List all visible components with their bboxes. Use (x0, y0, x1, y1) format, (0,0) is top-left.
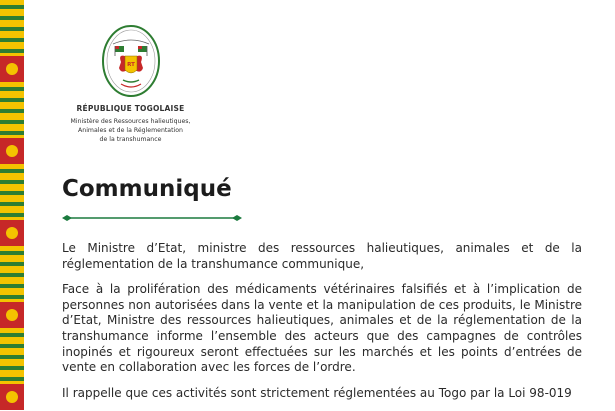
decorative-border (0, 0, 24, 410)
seal-initials: RT (127, 62, 135, 68)
border-band (0, 164, 24, 246)
border-band (0, 246, 24, 328)
document-title: Communiqué (62, 176, 232, 202)
ministry-line: de la transhumance (99, 136, 162, 143)
document-body (62, 241, 582, 411)
letterhead (58, 104, 203, 144)
border-band (0, 328, 24, 410)
ministry-line: Animales et de la Réglementation (78, 127, 183, 134)
paragraph: Face à la prolifération des médicaments vétérinaires falsifiés et à l’implication de personnes non autorisées dans la vente et la manipulation de ces produits, le Ministre d’Etat, Ministre des ressources halieutiques, animales et de la réglementation de la transhumance informe l’ensemble des acteurs que des campagnes de contrôles inopinés et rigoureux seront effectuées sur les marchés et les points d’entrées de vente en collaboration avec les forces de l’ordre. (62, 282, 582, 375)
border-band (0, 82, 24, 164)
ministry-name (58, 117, 203, 144)
ministry-line: Ministère des Ressources halieutiques, (70, 118, 191, 125)
border-band (0, 0, 24, 82)
title-divider (62, 214, 242, 222)
coat-of-arms-icon (101, 24, 161, 98)
country-name: RÉPUBLIQUE TOGOLAISE (76, 104, 185, 113)
paragraph: Le Ministre d’Etat, ministre des ressources halieutiques, animales et de la réglementation de la transhumance communique, (62, 241, 582, 271)
paragraph: Il rappelle que ces activités sont strictement réglementées au Togo par la Loi 98-019 (62, 385, 572, 400)
